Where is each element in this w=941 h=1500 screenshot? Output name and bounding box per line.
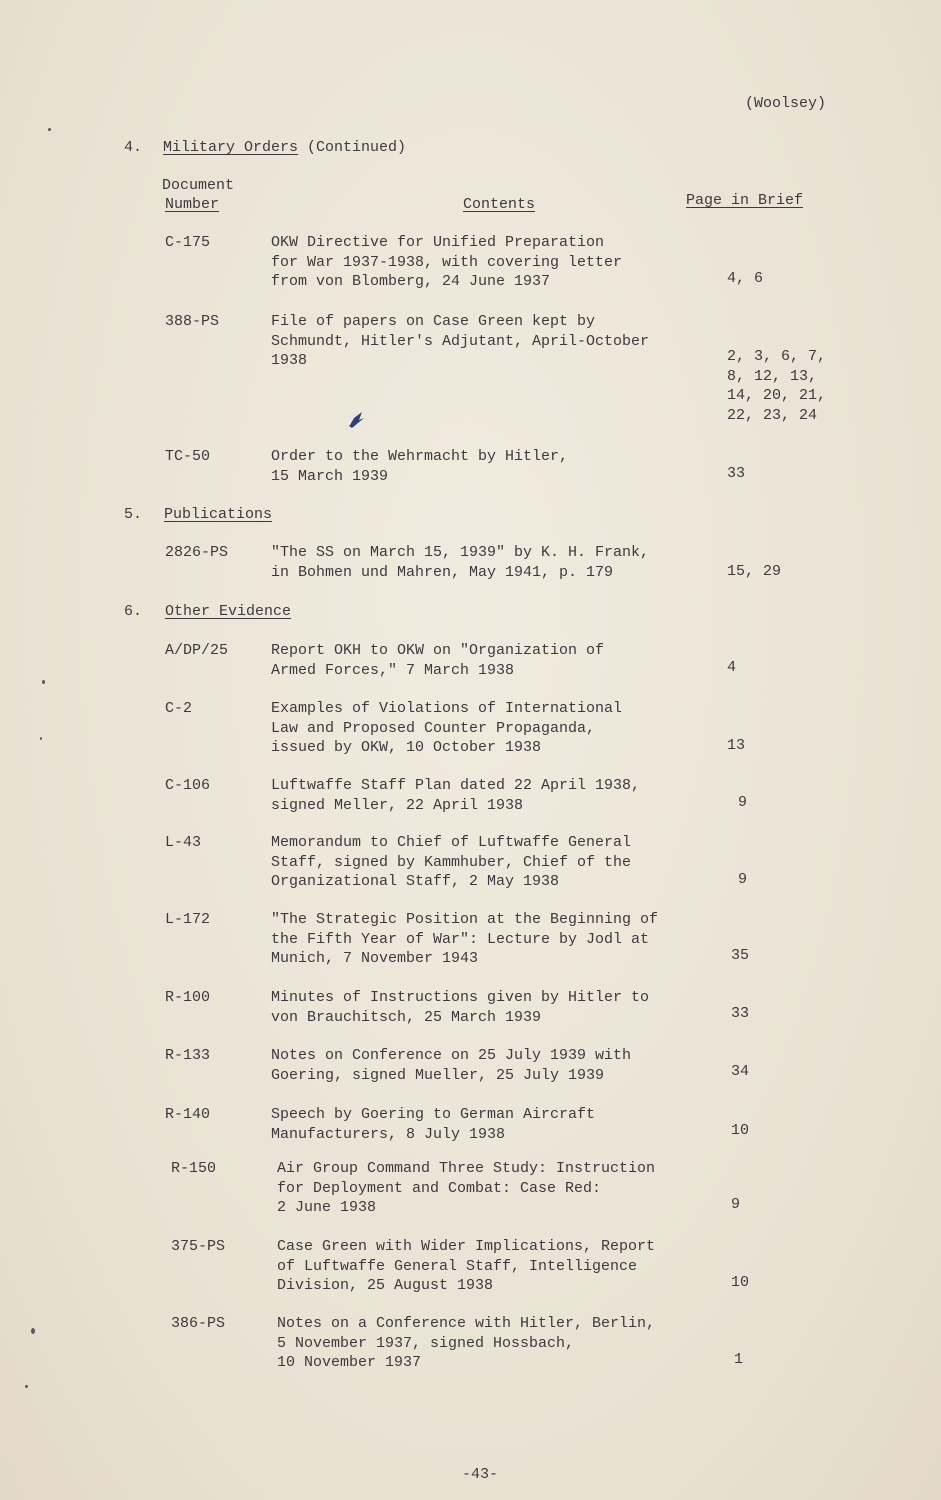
doc-number: C-175 [165, 234, 211, 251]
speck-mark [48, 128, 51, 131]
page-ref: 34 [731, 1063, 750, 1080]
doc-contents: Minutes of Instructions given by Hitler to von Brauchitsch, 25 March 1939 [271, 989, 650, 1026]
col-header-page: Page in Brief [686, 192, 804, 209]
doc-number: 375-PS [171, 1238, 226, 1255]
page-ref: 4 [727, 659, 737, 676]
page-ref: 4, 6 [727, 270, 764, 287]
page-ref: 10 [731, 1274, 750, 1291]
doc-contents: Examples of Violations of International Law and Proposed Counter Propaganda, issued by OKW, 10 October 1938 [271, 700, 623, 756]
doc-number: R-100 [165, 989, 211, 1006]
page-ref: 9 [731, 1196, 741, 1213]
doc-number: R-150 [171, 1160, 217, 1177]
doc-number: 386-PS [171, 1315, 226, 1332]
section-4-title: Military Orders [163, 139, 299, 156]
doc-number: C-106 [165, 777, 211, 794]
doc-number: L-43 [165, 834, 202, 851]
page-ref: 1 [734, 1351, 744, 1368]
doc-contents: Order to the Wehrmacht by Hitler, 15 March 1939 [271, 448, 569, 485]
section-6-title: Other Evidence [165, 603, 292, 620]
section-5-title: Publications [164, 506, 273, 523]
doc-contents: File of papers on Case Green kept by Schmundt, Hitler's Adjutant, April-October 1938 [271, 313, 650, 369]
page-ref: 9 [738, 794, 748, 811]
doc-number: C-2 [165, 700, 193, 717]
doc-number: A/DP/25 [165, 642, 229, 659]
doc-contents: "The SS on March 15, 1939" by K. H. Frank, in Bohmen und Mahren, May 1941, p. 179 [271, 544, 650, 581]
doc-number: L-172 [165, 911, 211, 928]
doc-contents: Luftwaffe Staff Plan dated 22 April 1938, signed Meller, 22 April 1938 [271, 777, 641, 814]
speck-mark [25, 1385, 28, 1388]
page-number: -43- [462, 1466, 499, 1483]
speck-mark [42, 680, 45, 684]
doc-number: R-140 [165, 1106, 211, 1123]
page-ref: 10 [731, 1122, 750, 1139]
doc-contents: Notes on Conference on 25 July 1939 with Goering, signed Mueller, 25 July 1939 [271, 1047, 632, 1084]
page-ref: 33 [731, 1005, 750, 1022]
doc-contents: OKW Directive for Unified Preparation for War 1937-1938, with covering letter from von Blomberg, 24 June 1937 [271, 234, 623, 290]
col-header-contents: Contents [463, 196, 536, 213]
section-6-number: 6. [124, 603, 143, 620]
page-ref: 9 [738, 871, 748, 888]
page-ref: 2, 3, 6, 7, 8, 12, 13, 14, 20, 21, 22, 23, 24 [727, 348, 827, 424]
doc-number: R-133 [165, 1047, 211, 1064]
doc-contents: Speech by Goering to German Aircraft Manufacturers, 8 July 1938 [271, 1106, 596, 1143]
doc-number: TC-50 [165, 448, 211, 465]
col-header-document: Document [162, 177, 235, 194]
section-4-title-suffix: (Continued) [307, 139, 407, 156]
page-ref: 35 [731, 947, 750, 964]
section-4-number: 4. [124, 139, 143, 156]
ink-mark-icon [340, 410, 370, 436]
page-ref: 15, 29 [727, 563, 782, 580]
section-5-number: 5. [124, 506, 143, 523]
speck-mark [31, 1328, 35, 1334]
page-ref: 33 [727, 465, 746, 482]
doc-contents: "The Strategic Position at the Beginning of the Fifth Year of War": Lecture by Jodl at Munich, 7 November 1943 [271, 911, 659, 967]
doc-contents: Air Group Command Three Study: Instruction for Deployment and Combat: Case Red: 2 June 1938 [277, 1160, 656, 1216]
doc-contents: Report OKH to OKW on "Organization of Armed Forces," 7 March 1938 [271, 642, 605, 679]
author-note: (Woolsey) [745, 95, 827, 112]
page-ref: 13 [727, 737, 746, 754]
col-header-number: Number [165, 196, 220, 213]
section-4-heading [163, 138, 406, 158]
doc-contents: Notes on a Conference with Hitler, Berlin, 5 November 1937, signed Hossbach, 10 November 1937 [277, 1315, 656, 1371]
speck-mark [40, 737, 42, 740]
doc-number: 2826-PS [165, 544, 229, 561]
doc-number: 388-PS [165, 313, 220, 330]
doc-contents: Memorandum to Chief of Luftwaffe General Staff, signed by Kammhuber, Chief of the Organizational Staff, 2 May 1938 [271, 834, 632, 890]
doc-contents: Case Green with Wider Implications, Report of Luftwaffe General Staff, Intelligence Division, 25 August 1938 [277, 1238, 656, 1294]
